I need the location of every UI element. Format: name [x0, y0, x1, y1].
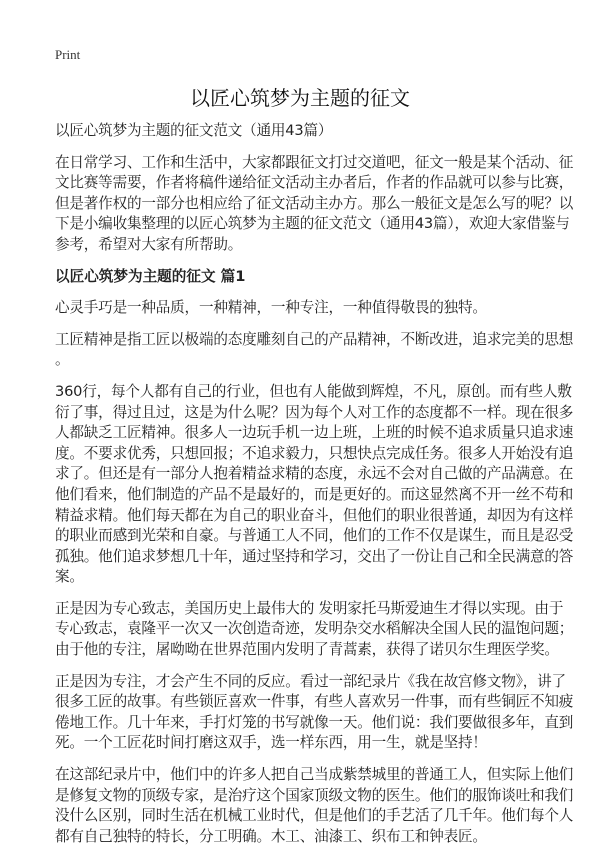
print-link[interactable]: Print [55, 47, 81, 62]
text-line: 文比赛等需要，作者将稿件递给征文活动主办者后，作者的作品就可以参与比赛， [55, 174, 574, 192]
page-title: 以匠心筑梦为主题的征文 [190, 86, 410, 110]
paragraph [55, 298, 555, 319]
text-line: 但是著作权的一部分也相应给了征文活动主办方。那么一般征文是怎么写的呢？以 [55, 194, 574, 212]
text-line: 心灵手巧是一种品质，一种精神，一种专注，一种值得敬畏的独特。 [55, 299, 487, 317]
article-body [55, 121, 574, 858]
text-line: 的职业而感到光荣和自豪。与普通工人不同，他们的工作不仅是谋生，而且是忍受 [55, 527, 574, 545]
text-line: 专心致志，袁隆平一次又一次创造奇迹，发明杂交水稻解决全国人民的温饱问题； [55, 620, 574, 638]
text-line: 在这部纪录片中，他们中的许多人把自己当成紫禁城里的普通工人，但实际上他们 [55, 766, 574, 784]
text-line: 。 [55, 351, 70, 369]
text-line: 正是因为专注，才会产生不同的反应。看过一部纪录片《我在故宫修文物》，讲了 [55, 672, 566, 690]
subtitle [55, 121, 555, 142]
text-line: 案。 [55, 568, 84, 586]
text-line: 都有自己独特的特长，分工明确。木工、油漆工、织布工和钟表匠。 [55, 827, 487, 845]
text-line: 下是小编收集整理的以匠心筑梦为主题的征文范文（通用43篇），欢迎大家借鉴与 [55, 215, 570, 233]
subtitle-text: 以匠心筑梦为主题的征文范文（通用43篇） [55, 122, 333, 139]
text-line: 参考，希望对大家有所帮助。 [55, 235, 243, 253]
paragraph [55, 765, 574, 847]
text-line: 他们看来，他们制造的产品不是最好的，而是更好的。而这显然离不开一丝不苟和 [55, 485, 574, 503]
paragraph [55, 672, 574, 754]
text-line: 没什么区别，同时生活在机械工业时代，但是他们的手艺活了几千年。他们每个人 [55, 807, 574, 825]
section-heading: 以匠心筑梦为主题的征文 篇1 [55, 267, 246, 285]
text-line: 倦地工作。几十年来，手打灯笼的书写就像一天。他们说：我们要做很多年，直到 [55, 713, 574, 731]
intro-paragraph [55, 153, 574, 256]
paragraph [55, 382, 574, 588]
text-line: 工匠精神是指工匠以极端的态度雕刻自己的产品精神，不断改进，追求完美的思想 [55, 330, 574, 348]
text-line: 是修复文物的顶级专家，是治疗这个国家顶级文物的医生。他们的服饰谈吐和我们 [55, 786, 574, 804]
text-line: 求了。但还是有一部分人抱着精益求精的态度，永远不会对自己做的产品满意。在 [55, 465, 574, 483]
text-line: 由于他的专注，屠呦呦在世界范围内发明了青蒿素，获得了诺贝尔生理医学奖。 [55, 641, 559, 659]
text-line: 衍了事，得过且过，这是为什么呢？因为每个人对工作的态度都不一样。现在很多 [55, 403, 574, 421]
text-line: 精益求精。他们每天都在为自己的职业奋斗，但他们的职业很普通，却因为有这样 [55, 506, 574, 524]
section-paragraphs [55, 298, 574, 847]
text-line: 很多工匠的故事。有些锁匠喜欢一件事，有些人喜欢另一件事，而有些铜匠不知疲 [55, 693, 574, 711]
paragraph [55, 330, 574, 371]
text-line: 360行，每个人都有自己的行业，但也有人能做到辉煌，不凡，原创。而有些人敷 [55, 382, 572, 400]
text-line: 孤独。他们追求梦想几十年，通过坚持和学习，交出了一份让自己和全民满意的答 [55, 547, 574, 565]
text-line: 正是因为专心致志，美国历史上最伟大的 发明家托马斯爱迪生才得以实现。由于 [55, 599, 564, 617]
text-line: 人都缺乏工匠精神。很多人一边玩手机一边上班，上班的时候不追求质量只追求速 [55, 424, 574, 442]
paragraph [55, 599, 574, 661]
text-line: 死。一个工匠花时间打磨这双手，选一样东西，用一生，就是坚持！ [55, 734, 487, 752]
text-line: 度。不要求优秀，只想回报；不追求毅力，只想快点完成任务。很多人开始没有追 [55, 444, 574, 462]
text-line: 在日常学习、工作和生活中，大家都跟征文打过交道吧，征文一般是某个活动、征 [55, 153, 574, 171]
